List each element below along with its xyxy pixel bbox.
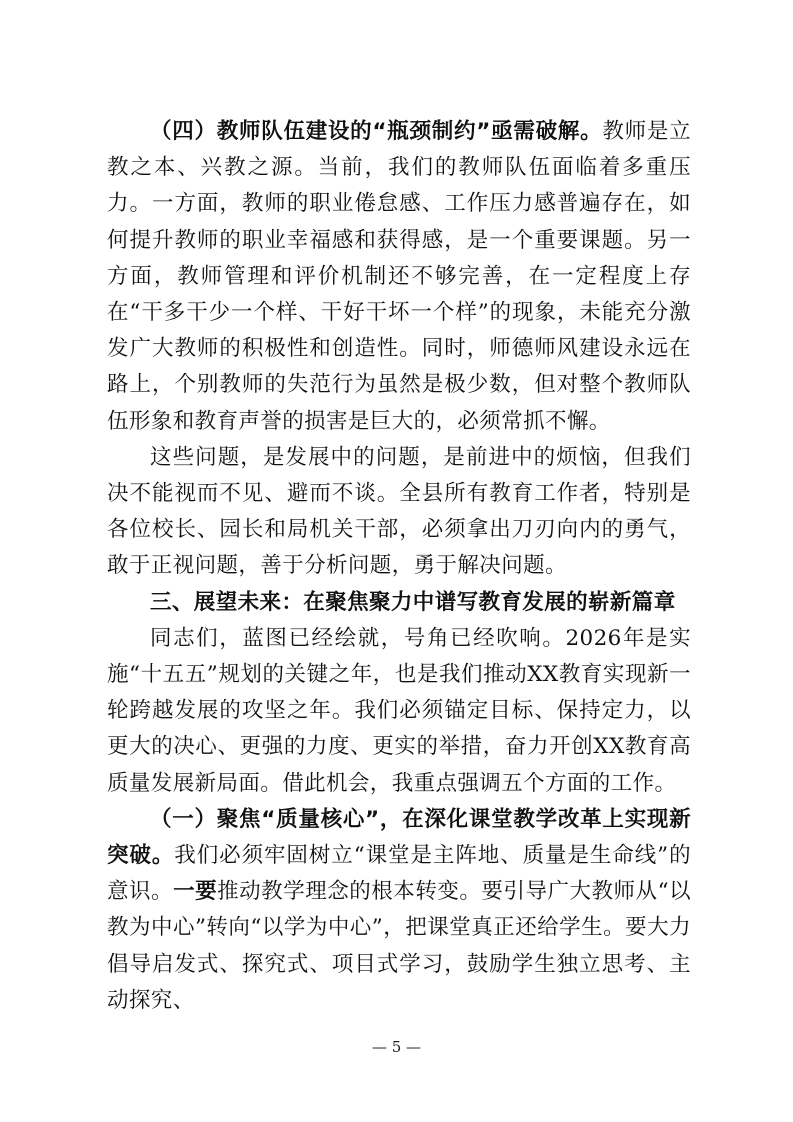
paragraph-teacher-team <box>107 114 691 440</box>
paragraph-body: 教师是立教之本、兴教之源。当前，我们的教师队伍面临着多重压力。一方面，教师的职业倦怠感、工作压力感普遍存在，如何提升教师的职业幸福感和获得感，是一个重要课题。另一方面，教师管理和评价机制还不够完善，在一定程度上存在“干多干少一个样、干好干坏一个样”的现象，未能充分激发广大教师的积极性和创造性。同时，师德师风建设永远在路上，个别教师的失范行为虽然是极少数，但对整个教师队伍形象和教育声誉的损害是巨大的，必须常抓不懈。 <box>107 119 691 434</box>
paragraph-body: 我们必须牢固树立“课堂是主阵地、质量是生命线”的意识。 <box>107 843 692 905</box>
page-number: — 5 — <box>371 1038 422 1056</box>
paragraph-sub-lead: 一要 <box>173 879 218 905</box>
paragraph-problems <box>107 440 691 585</box>
paragraph-blueprint <box>107 621 691 802</box>
paragraph-body: 这些问题，是发展中的问题，是前进中的烦恼，但我们决不能视而不见、避而不谈。全县所有教育工作者，特别是各位校长、园长和局机关干部，必须拿出刀刃向内的勇气，敢于正视问题，善于分析问题，勇于解决问题。 <box>107 444 691 579</box>
section-heading-three: 三、展望未来：在聚焦聚力中谱写教育发展的崭新篇章 <box>150 589 676 615</box>
paragraph-lead-heading: （四）教师队伍建设的“瓶颈制约”亟需破解。 <box>150 119 603 144</box>
document-page <box>107 114 691 1019</box>
paragraph-body: 同志们，蓝图已经绘就，号角已经吹响。2026年是实施“十五五”规划的关键之年，也是我们推动XX教育实现新一轮跨越发展的攻坚之年。我们必须锚定目标、保持定力，以更大的决心、更强的力度、更实的举措，奋力开创XX教育高质量发展新局面。借此机会，我重点强调五个方面的工作。 <box>107 625 691 796</box>
paragraph-quality-core <box>107 802 691 1019</box>
paragraph-body-continued: 推动教学理念的根本转变。要引导广大教师从“以教为中心”转向“以学为中心”，把课堂真正还给学生。要大力倡导启发式、探究式、项目式学习，鼓励学生独立思考、主动探究、 <box>107 879 691 1013</box>
paragraph-lead-heading: （一）聚焦“质量核心”，在深化课堂教学改革上实现新突破。 <box>107 806 691 869</box>
